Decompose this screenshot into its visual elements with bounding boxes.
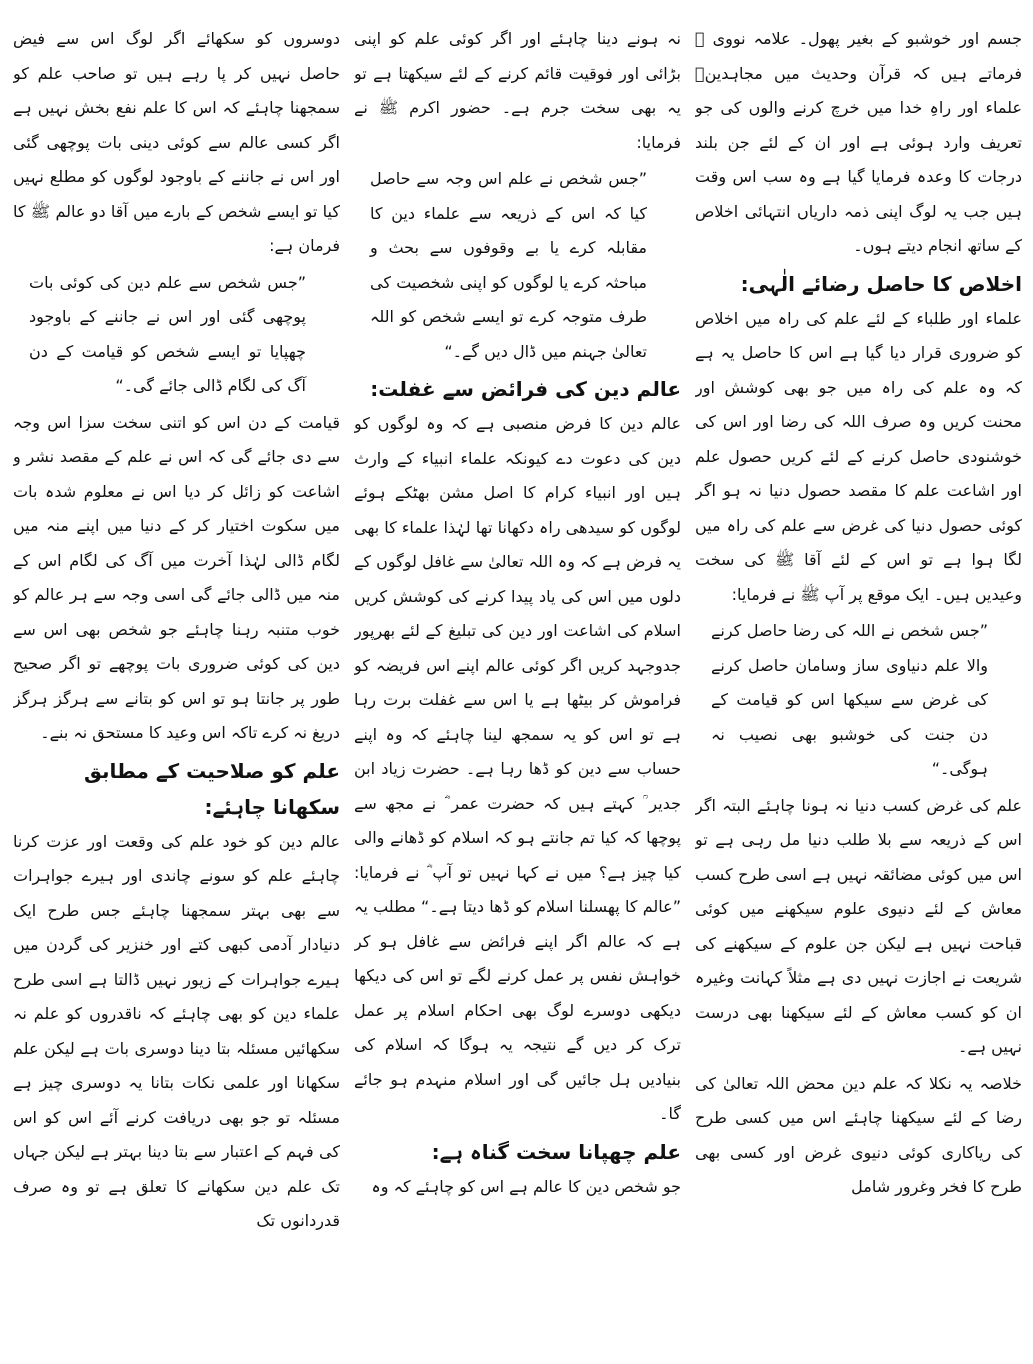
paragraph: عالم دین کو خود علم کی وقعت اور عزت کرنا چاہئے علم کو سونے چاندی اور ہیرے جواہرات سے بھی بہتر سمجھنا چاہئے جس طرح ایک دنیادار آدمی کبھی کتے اور خنزیر کی گردن میں ہیرے جواہرات کے زیور نہیں ڈالتا ہے اسی طرح علماء دین کو بھی چاہئے کہ ناقدروں کو علم نہ سکھائیں مسئلہ بتا دینا دوسری بات ہے لیکن علم سکھانا اور علمی نکات بتانا یہ دوسری چیز ہے مسئلہ تو جو بھی دریافت کرنے آئے اس کو اس کی فہم کے اعتبار سے بتا دینا بہتر ہے لیکن جہاں تک علم دین سکھانے کا تعلق ہے تو وہ صرف قدردانوں تک xyxy=(13,831,340,1230)
text-column-middle xyxy=(354,22,681,1354)
paragraph: خلاصہ یہ نکلا کہ علم دین محض اللہ تعالیٰ کی رضا کے لئے سیکھنا چاہئے اس میں کسی طرح کی ریاکاری کوئی دنیوی غرض اور کسی بھی طرح کا فخر وغرور شامل xyxy=(695,1073,1022,1196)
paragraph: قیامت کے دن اس کو اتنی سخت سزا اس وجہ سے دی جائے گی کہ اس نے علم کے مقصد نشر و اشاعت کو زائل کر دیا اس نے معلوم شدہ بات میں سکوت اختیار کر کے دنیا میں اپنے منہ میں لگام ڈالی لہٰذا آخرت میں آگ کی لگام اس کے منہ میں ڈالی جائے گی اسی وجہ سے ہر عالم کو خوب متنبہ رہنا چاہئے جو شخص بھی اس سے دین کی کوئی ضروری بات پوچھے تو اگر صحیح طور پر جانتا ہو تو اس کو بتانے سے ہرگز ہرگز دریغ نہ کرے تاکہ اس وعید کا مستحق نہ بنے۔ xyxy=(13,412,340,742)
section-heading: علم چھپانا سخت گناہ ہے: xyxy=(431,1139,681,1164)
paragraph: جسم اور خوشبو کے بغیر پھول۔ علامہ نووی ؒ فرماتے ہیں کہ قرآن وحدیث میں مجاہدینؑ علماء اور راہِ خدا میں خرچ کرنے والوں کی جو تعریف وارد ہوئی ہے اور ان کے لئے جن بلند درجات کا وعدہ فرمایا گیا ہے وہ سب اس وقت ہیں جب یہ لوگ اپنی ذمہ داریاں انتہائی اخلاص کے ساتھ انجام دیتے ہوں۔ xyxy=(695,29,1022,255)
paragraph: علم کی غرض کسب دنیا نہ ہونا چاہئے البتہ اگر اس کے ذریعہ سے بلا طلب دنیا مل رہی ہے تو اس میں کوئی مضائقہ نہیں ہے اسی طرح کسب معاش کے لئے دنیوی علوم سیکھنے میں کوئی قباحت نہیں ہے لیکن جن علوم کے سیکھنے کی شریعت نے اجازت نہیں دی ہے مثلاً کہانت وغیرہ ان کو کسب معاش کے لئے سیکھنا بھی درست نہیں ہے۔ xyxy=(695,795,1022,1056)
paragraph: نہ ہونے دینا چاہئے اور اگر کوئی علم کو اپنی بڑائی اور فوقیت قائم کرنے کے لئے سیکھتا ہے تو یہ بھی سخت جرم ہے۔ حضور اکرم ﷺ نے فرمایا: xyxy=(354,29,681,152)
paragraph: عالم دین کا فرض منصبی ہے کہ وہ لوگوں کو دین کی دعوت دے کیونکہ علماء انبیاء کے وارث ہیں اور انبیاء کرام کا اصل مشن بھٹکے ہوئے لوگوں کو سیدھی راہ دکھانا تھا لہٰذا علماء کا بھی یہ فرض ہے کہ وہ اللہ تعالیٰ سے غافل لوگوں کے دلوں میں اس کی یاد پیدا کرنے کی کوشش کریں اسلام کی اشاعت اور دین کی تبلیغ کے لئے بھرپور جدوجہد کریں اگر کوئی عالم اپنے اس فریضہ کو فراموش کر بیٹھا ہے یا اس سے غفلت برت رہا ہے تو اس کو یہ سمجھ لینا چاہئے کہ وہ اپنے حساب سے دین کو ڈھا رہا ہے۔ حضرت زیاد ابن جدیر ؒ کہتے ہیں کہ حضرت عمر ؓ نے مجھ سے پوچھا کہ کیا تم جانتے ہو کہ اسلام کو ڈھانے والی کیا چیز ہے؟ میں نے کہا نہیں تو آپ ؓ نے فرمایا: ”عالم کا پھسلنا اسلام کو ڈھا دیتا ہے۔“ مطلب یہ ہے کہ عالم اگر اپنے فرائض سے غافل ہو کر خواہش نفس پر عمل کرنے لگے تو اس کی دیکھا دیکھی دوسرے لوگ بھی احکام اسلام پر عمل ترک کر دیں گے نتیجہ یہ ہوگا کہ اسلام کی بنیادیں ہل جائیں گی اور اسلام منہدم ہو جائے گا۔ xyxy=(354,414,681,1123)
hadith-quote: ”جس شخص سے علم دین کی کوئی بات پوچھی گئی اور اس نے جاننے کے باوجود چھپایا تو ایسے شخص کو قیامت کے دن آگ کی لگام ڈالی جائے گی۔“ xyxy=(29,272,306,395)
article-page xyxy=(12,22,1022,1354)
hadith-quote: ”جس شخص نے علم اس وجہ سے حاصل کیا کہ اس کے ذریعہ سے علماء دین کا مقابلہ کرے یا بے وقوفوں سے بحث و مباحثہ کرے یا لوگوں کو اپنی شخصیت کی طرف متوجہ کرے تو ایسے شخص کو اللہ تعالیٰ جہنم میں ڈال دیں گے۔“ xyxy=(370,169,647,361)
section-heading: اخلاص کا حاصل رضائے الٰہی: xyxy=(740,271,1022,296)
hadith-quote: ”جس شخص نے اللہ کی رضا حاصل کرنے والا علم دنیاوی ساز وسامان حاصل کرنے کی غرض سے سیکھا اس کو قیامت کے دن جنت کی خوشبو بھی نصیب نہ ہوگی۔“ xyxy=(711,621,988,778)
paragraph: دوسروں کو سکھائے اگر لوگ اس سے فیض حاصل نہیں کر پا رہے ہیں تو صاحب علم کو سمجھنا چاہئے کہ اس کا علم نفع بخش نہیں ہے اگر کسی عالم سے کوئی دینی بات پوچھی گئی اور اس نے جاننے کے باوجود لوگوں کو مطلع نہیں کیا تو ایسے شخص کے بارے میں آقا دو عالم ﷺ کا فرمان ہے: xyxy=(13,29,340,255)
paragraph: جو شخص دین کا عالم ہے اس کو چاہئے کہ وہ xyxy=(371,1176,681,1196)
paragraph: علماء اور طلباء کے لئے علم کی راہ میں اخلاص کو ضروری قرار دیا گیا ہے اس کا حاصل یہ ہے کہ وہ علم کی راہ میں جو بھی کوشش اور محنت کریں وہ صرف اللہ کی رضا اور اس کی خوشنودی حاصل کرنے کے لئے کریں حصول علم اور اشاعت علم کا مقصد حصول دنیا نہ ہو اگر کوئی حصول دنیا کی غرض سے علم کی راہ میں لگا ہوا ہے تو اس کے لئے آقا ﷺ کی سخت وعیدیں ہیں۔ ایک موقع پر آپ ﷺ نے فرمایا: xyxy=(695,308,1022,604)
text-column-left xyxy=(13,22,340,1354)
section-heading: علم کو صلاحیت کے مطابق سکھانا چاہئے: xyxy=(83,758,340,819)
section-heading: عالم دین کی فرائض سے غفلت: xyxy=(370,377,681,401)
text-column-right xyxy=(695,22,1022,1354)
